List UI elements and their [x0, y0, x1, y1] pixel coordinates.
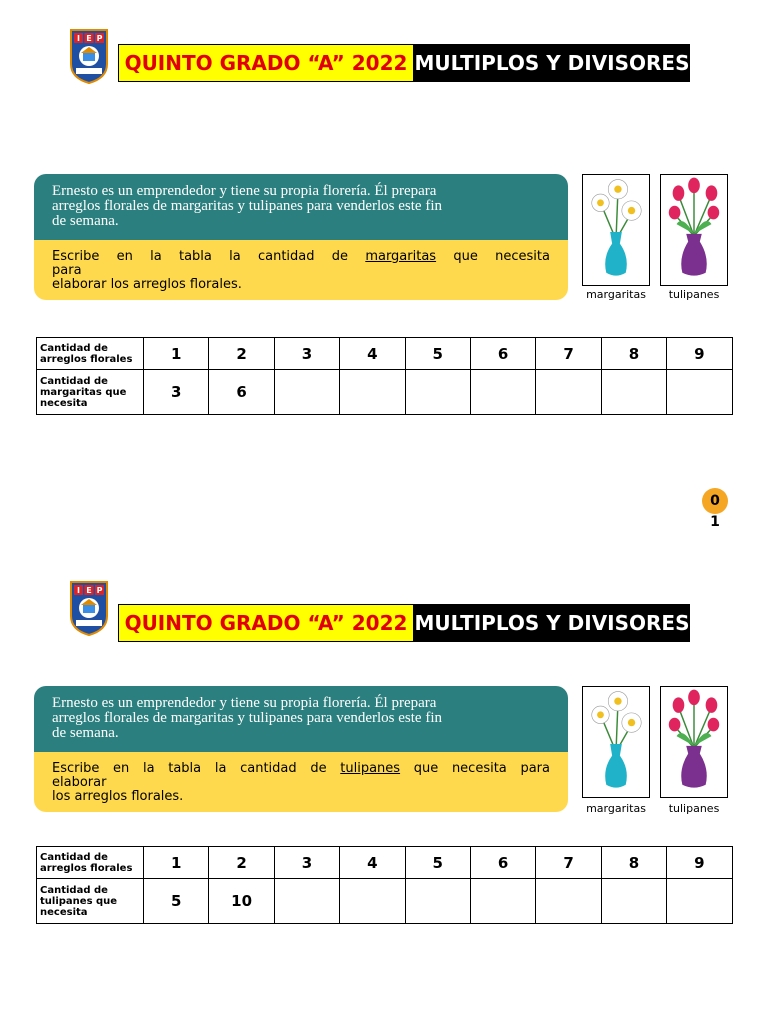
row-header: Cantidad de margaritas que necesita [37, 370, 144, 415]
table-cell: 4 [340, 847, 405, 879]
svg-text:P: P [96, 34, 103, 43]
task-line: elaborar los arreglos florales. [52, 277, 242, 292]
answer-input-cell[interactable] [405, 370, 470, 415]
task-word: Escribe [52, 761, 100, 776]
table-cell: 3 [274, 338, 339, 370]
page-number-top: 0 [702, 488, 728, 514]
task-word: en [113, 761, 130, 776]
row-header: Cantidad de arreglos florales [37, 847, 144, 879]
story-line: Ernesto es un emprendedor y tiene su propia florería. Él prepara [52, 695, 437, 711]
answer-input-cell[interactable] [601, 370, 666, 415]
daisy-label: margaritas [586, 802, 646, 815]
task-line: elaborar [52, 775, 107, 790]
task-instruction [34, 752, 568, 812]
table-cell: 2 [209, 847, 274, 879]
task-line [52, 250, 550, 264]
tulip-vase-image [660, 686, 728, 798]
task-word: la [150, 249, 162, 264]
task-word: Escribe [52, 249, 100, 264]
daisy-vase-image [582, 686, 650, 798]
problem-card [34, 174, 568, 300]
table-cell: 4 [340, 338, 405, 370]
table-cell: 1 [144, 847, 209, 879]
table-row [37, 338, 733, 370]
answer-input-cell[interactable] [536, 370, 601, 415]
answer-input-cell[interactable] [340, 370, 405, 415]
task-flower-word: tulipanes [340, 761, 401, 776]
table-cell: 2 [209, 338, 274, 370]
answer-input-cell[interactable] [405, 879, 470, 924]
answer-input-cell[interactable] [274, 370, 339, 415]
table-cell: 9 [667, 338, 732, 370]
task-word: cantidad [257, 249, 315, 264]
grade-title: QUINTO GRADO “A” 2022 [118, 604, 414, 642]
task-word: que [453, 249, 478, 264]
story-text [34, 174, 568, 240]
task-word: en [116, 249, 133, 264]
answer-input-cell[interactable] [667, 879, 732, 924]
task-line: para [52, 263, 82, 278]
table-cell: 5 [405, 338, 470, 370]
daisy-vase-image [582, 174, 650, 286]
svg-text:P: P [96, 586, 103, 595]
answer-input-cell[interactable] [536, 879, 601, 924]
daisy-label: margaritas [586, 288, 646, 301]
answer-cell: 3 [144, 370, 209, 415]
task-word: necesita [495, 249, 550, 264]
table-cell: 9 [667, 847, 732, 879]
task-word: la [214, 761, 227, 776]
task-word: la [142, 761, 155, 776]
story-line: arreglos florales de margaritas y tulipanes para venderlos este fin [52, 710, 442, 726]
table-cell: 1 [144, 338, 209, 370]
answer-cell: 6 [209, 370, 274, 415]
table-cell: 8 [601, 847, 666, 879]
task-flower-word: margaritas [365, 249, 437, 264]
answer-input-cell[interactable] [470, 370, 535, 415]
table-row [37, 879, 733, 924]
story-line: Ernesto es un emprendedor y tiene su propia florería. Él prepara [52, 183, 437, 199]
task-word: necesita [451, 761, 507, 776]
answer-input-cell[interactable] [470, 879, 535, 924]
subject-title: MULTIPLOS Y DIVISORES [414, 604, 690, 642]
answer-input-cell[interactable] [667, 370, 732, 415]
multiples-table [36, 337, 733, 415]
task-word: tabla [168, 761, 202, 776]
school-logo [68, 578, 110, 636]
story-line: de semana. [52, 213, 119, 229]
story-line: de semana. [52, 725, 119, 741]
task-word: tabla [178, 249, 212, 264]
subject-title: MULTIPLOS Y DIVISORES [414, 44, 690, 82]
tulip-label: tulipanes [668, 802, 720, 815]
task-instruction [34, 240, 568, 300]
svg-text:I: I [77, 34, 80, 43]
task-word: para [520, 761, 550, 776]
answer-cell: 5 [144, 879, 209, 924]
task-word: la [229, 249, 241, 264]
task-word: que [413, 761, 439, 776]
problem-card [34, 686, 568, 812]
task-line [52, 762, 550, 776]
answer-input-cell[interactable] [601, 879, 666, 924]
answer-cell: 10 [209, 879, 274, 924]
tulip-vase-image [660, 174, 728, 286]
table-row [37, 847, 733, 879]
story-text [34, 686, 568, 752]
task-line: los arreglos florales. [52, 789, 184, 804]
table-cell: 5 [405, 847, 470, 879]
table-cell: 6 [470, 847, 535, 879]
page-number-badge [700, 488, 730, 530]
task-word: cantidad [240, 761, 297, 776]
answer-input-cell[interactable] [274, 879, 339, 924]
svg-text:I: I [77, 586, 80, 595]
table-row [37, 370, 733, 415]
table-cell: 7 [536, 847, 601, 879]
table-cell: 7 [536, 338, 601, 370]
grade-title: QUINTO GRADO “A” 2022 [118, 44, 414, 82]
table-cell: 8 [601, 338, 666, 370]
table-cell: 3 [274, 847, 339, 879]
multiples-table [36, 846, 733, 924]
table-cell: 6 [470, 338, 535, 370]
row-header: Cantidad de arreglos florales [37, 338, 144, 370]
row-header: Cantidad de tulipanes que necesita [37, 879, 144, 924]
task-word: de [310, 761, 327, 776]
svg-text:E: E [86, 586, 92, 595]
svg-text:E: E [86, 34, 92, 43]
page-number-bottom: 1 [710, 514, 720, 530]
task-word: de [331, 249, 349, 264]
story-line: arreglos florales de margaritas y tulipanes para venderlos este fin [52, 198, 442, 214]
tulip-label: tulipanes [668, 288, 720, 301]
answer-input-cell[interactable] [340, 879, 405, 924]
school-logo [68, 26, 110, 84]
